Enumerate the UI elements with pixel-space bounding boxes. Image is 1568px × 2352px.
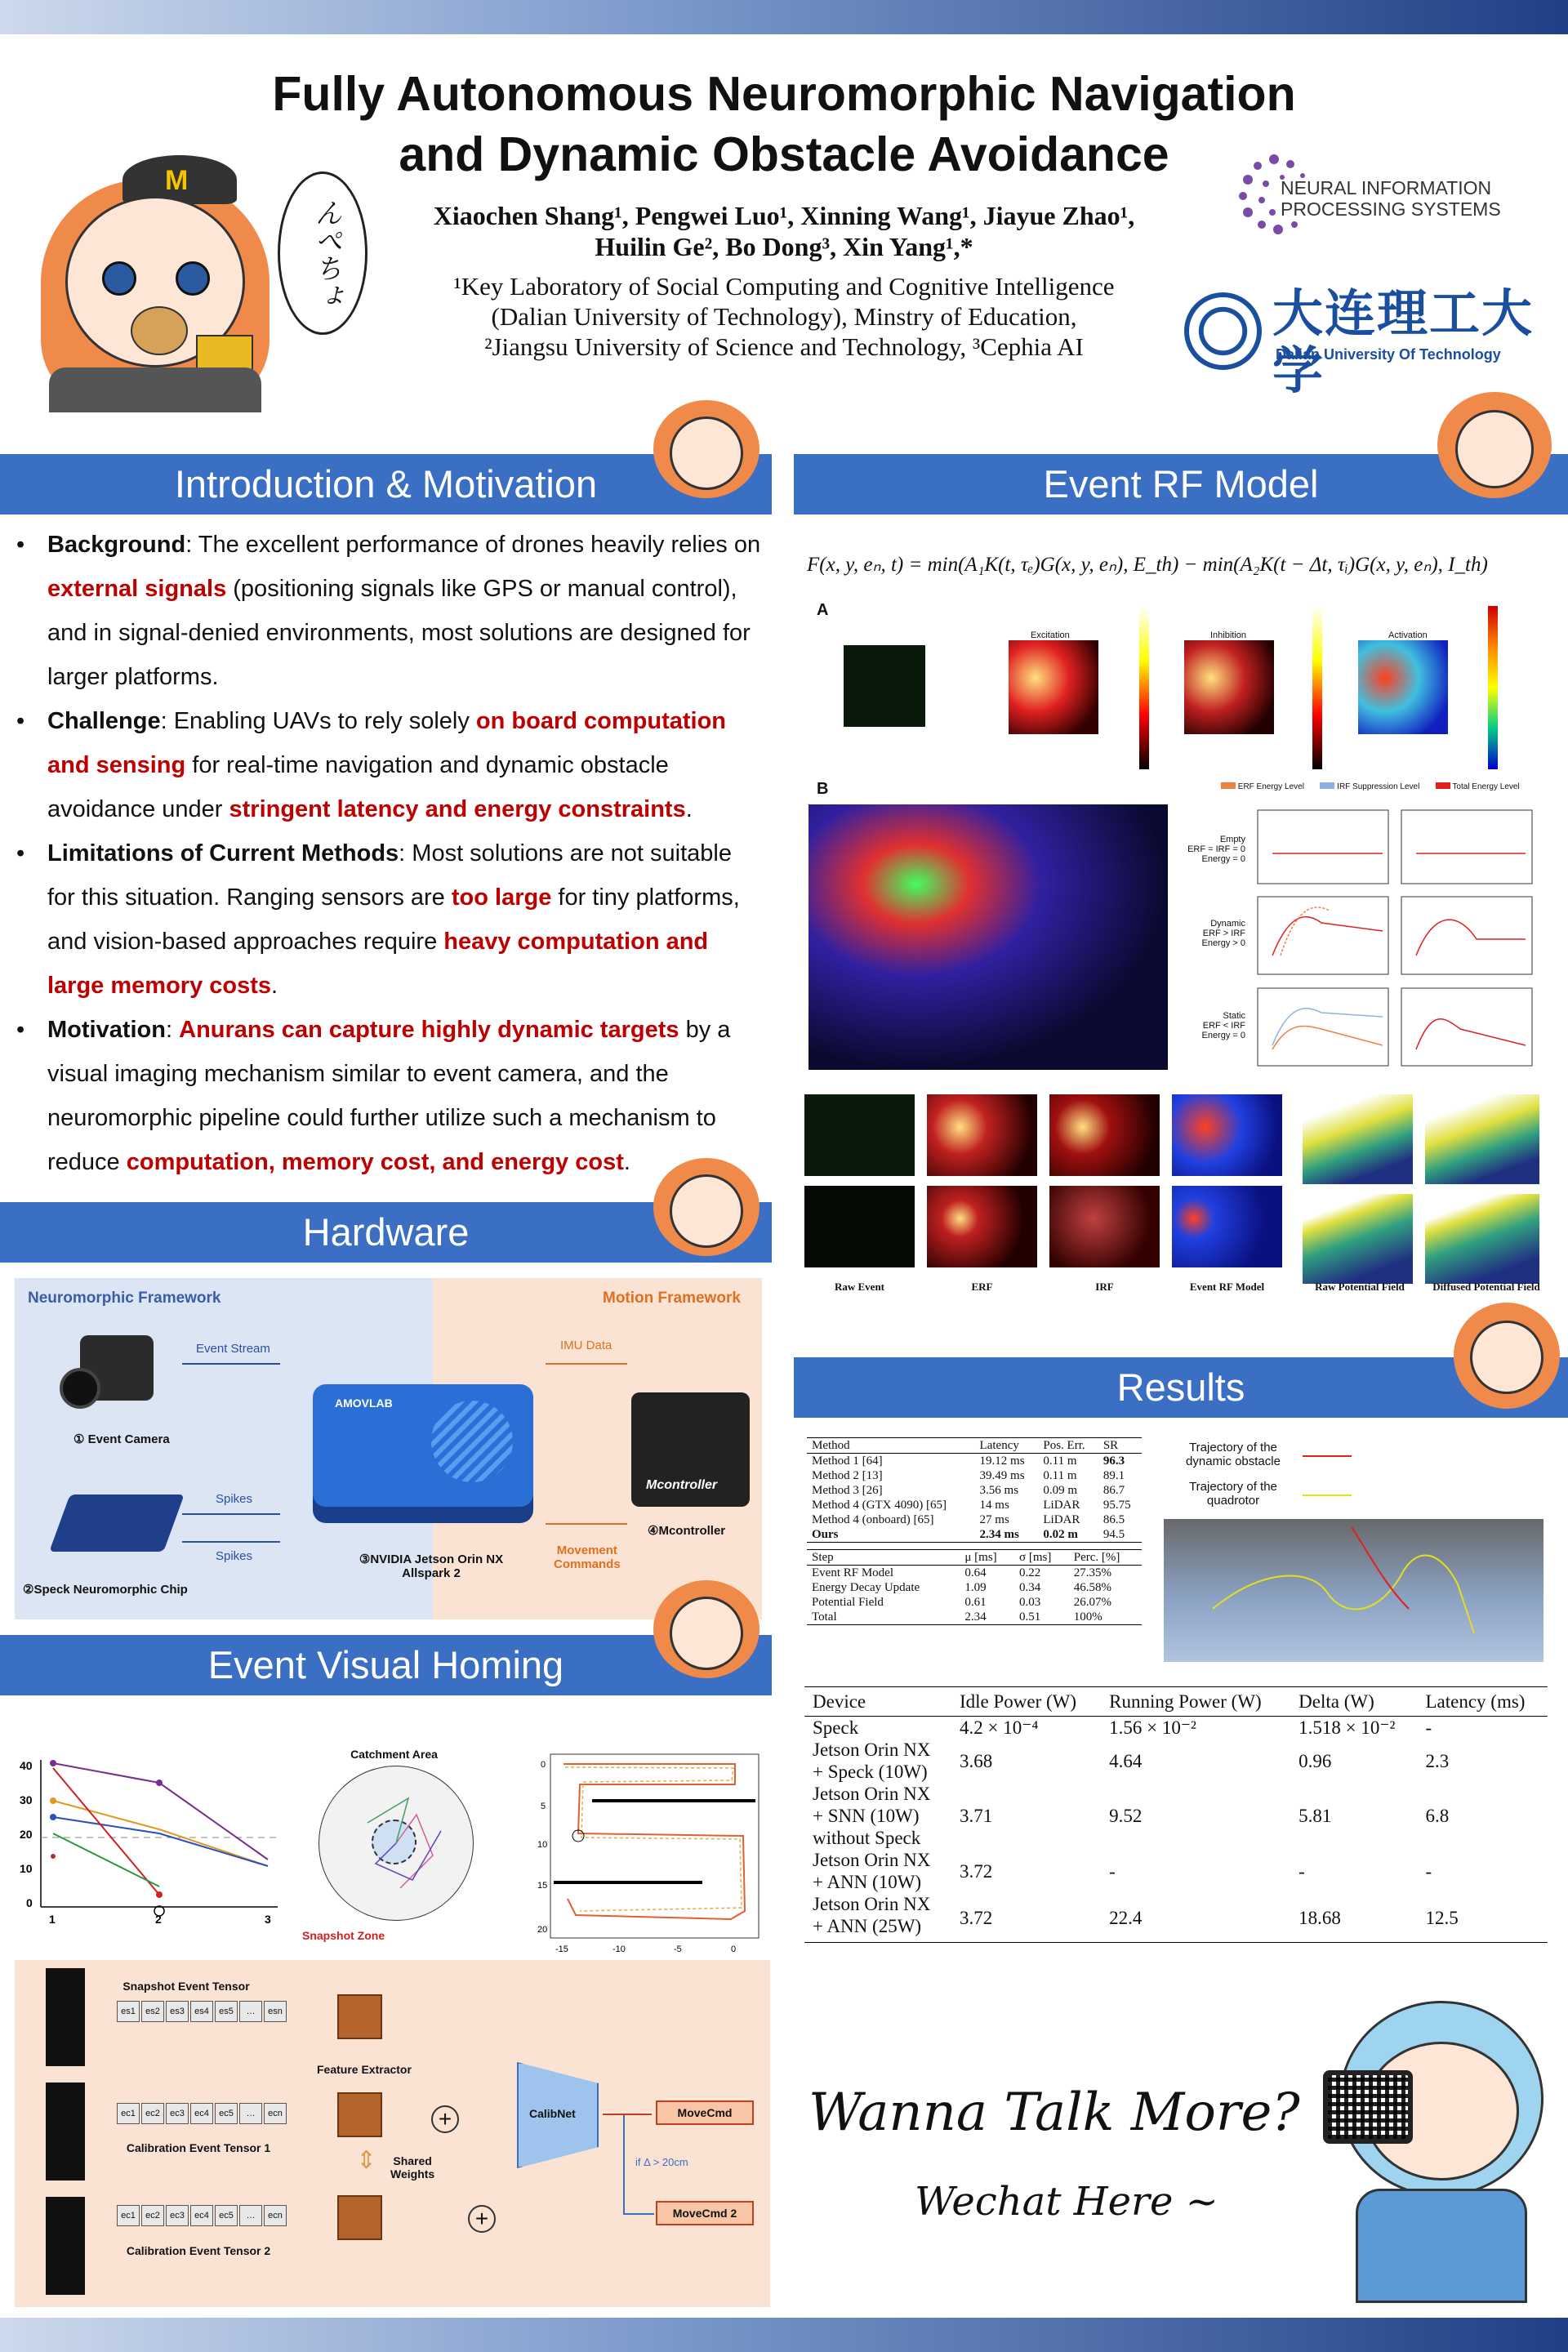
colorbar	[1139, 606, 1149, 769]
mascot-speech-bubble: んぺちょ	[278, 172, 368, 335]
x-tick-2: 2	[155, 1913, 162, 1926]
speck-chip-image	[49, 1494, 184, 1552]
results-header: Results	[794, 1357, 1568, 1418]
hardware-mascot	[653, 1158, 760, 1264]
traj-y-tick-0: 0	[541, 1760, 546, 1770]
x-tick-3: 3	[265, 1913, 271, 1926]
dut-seal-icon	[1184, 292, 1262, 370]
traj-y-tick-10: 10	[537, 1840, 548, 1850]
rf-inhibition-map	[1184, 640, 1274, 734]
rf-header: Event RF Model	[794, 454, 1568, 514]
intro-mascot	[653, 400, 760, 506]
y-tick-30: 30	[20, 1793, 33, 1806]
event-stream-arrow	[182, 1363, 280, 1365]
rf-state-dynamic: Dynamic ERF > IRF Energy > 0	[1201, 919, 1245, 948]
homing-trajectory-plot	[531, 1748, 768, 1960]
rf-equation: F(x, y, eₙ, t) = min(A₁K(t, τₑ)G(x, y, eₙ), E_th) − min(A₂K(t − Δt, τᵢ)G(x, y, eₙ), I_th)	[807, 554, 1488, 576]
mcontroller-image: Mcontroller	[631, 1392, 750, 1507]
calib2-event-image	[46, 2197, 85, 2295]
affiliations: ¹Key Laboratory of Social Computing and Cognitive Intelligence (Dalian University of Technology), Minstry of Education, ²Jiangsu University of Science and Technology, ³Cephia AI	[453, 272, 1115, 361]
rf-panel-b-image	[808, 804, 1168, 1070]
homing-mascot	[653, 1580, 760, 1686]
wechat-text: Wechat Here ~	[915, 2179, 1218, 2225]
feature-extractor-cube	[337, 2195, 382, 2240]
y-tick-20: 20	[20, 1828, 33, 1841]
calib1-event-image	[46, 2082, 85, 2180]
snapshot-tensor-cells: es1 es2 es3 es4 es5 … esn	[117, 2001, 288, 2022]
traj-x-tick-0: 0	[731, 1944, 737, 1954]
traj-x-tick-10: -10	[612, 1944, 626, 1954]
movecmd2-box: MoveCmd 2	[656, 2201, 754, 2225]
header-mascot: M	[33, 147, 278, 416]
rf-state-empty: Empty ERF = IRF = 0 Energy = 0	[1187, 835, 1245, 864]
hardware-diagram: Neuromorphic Framework Motion Framework ① Event Camera Event Stream ②Speck Neuromorphic Chip Spikes Spikes AMOVLAB ③NVIDIA Jetson Orin NX Allspark 2 IMU Data Movement Commands Mcontroller ④Mcontroller	[15, 1278, 762, 1619]
intro-bullets	[13, 523, 764, 1184]
homing-pipeline: Snapshot Event Tensor es1 es2 es3 es4 es5 … esn ec1 ec2 ec3 ec4 ec5 … ecn Calibration Event Tensor 1 ec1 ec2 ec3 ec4 ec5 … ecn Calibration Event Tensor 2 Feature Extractor Shared Weights ⇕ + + CalibNet MoveCmd if Δ > 20cm MoveCmd 2	[15, 1960, 770, 2307]
bullet-motivation: • Motivation: Anurans can capture highly dynamic targets by a visual imaging mechanism similar to event camera, and the neuromorphic pipeline could further utilize such a mechanism to reduce computation, memory cost, and energy cost.	[13, 1008, 764, 1184]
catchment-diagram: Catchment Area Snapshot Zone	[302, 1748, 531, 1944]
bullet-background: • Background: The excellent performance of drones heavily relies on external signals (positioning signals like GPS or manual control), and in signal-denied environments, most solutions are designed for larger platforms.	[13, 523, 764, 699]
rf-result-grid: Raw Event ERF IRF Event RF Model Raw Potential Field Diffused Potential Field	[804, 1094, 1564, 1298]
calib2-tensor-cells: ec1 ec2 ec3 ec4 ec5 … ecn	[117, 2205, 288, 2226]
x-tick-1: 1	[49, 1913, 56, 1926]
y-tick-40: 40	[20, 1759, 33, 1772]
wanna-talk-text: Wanna Talk More?	[808, 2082, 1300, 2143]
rf-panel-b-legend: ERF Energy Level IRF Suppression Level Total Energy Level	[1221, 782, 1520, 791]
feature-extractor-cube	[337, 2092, 382, 2137]
calib1-tensor-cells: ec1 ec2 ec3 ec4 ec5 … ecn	[117, 2103, 288, 2124]
wechat-qr-icon[interactable]	[1323, 2070, 1413, 2144]
dut-logo: 大连理工大学 Dalian University Of Technology	[1184, 286, 1544, 376]
traj-y-tick-15: 15	[537, 1881, 548, 1891]
rf-excitation-map	[1009, 640, 1098, 734]
plus-icon: +	[431, 2105, 459, 2133]
movecmd-box: MoveCmd	[656, 2100, 754, 2125]
intro-header: Introduction & Motivation	[0, 454, 772, 514]
homing-error-chart	[8, 1752, 286, 1936]
rf-panel-a-raw	[844, 645, 925, 727]
rf-mascot	[1437, 392, 1552, 506]
hardware-header: Hardware	[0, 1202, 772, 1263]
rf-state-static: Static ERF < IRF Energy = 0	[1201, 1011, 1245, 1040]
colorbar	[1312, 606, 1322, 769]
bullet-limitations: • Limitations of Current Methods: Most solutions are not suitable for this situation. Ranging sensors are too large for tiny platforms, and vision-based approaches require heavy computation and large memory costs.	[13, 831, 764, 1008]
contact-mascot	[1323, 1993, 1560, 2303]
top-gradient-bar	[0, 0, 1568, 34]
feature-extractor-cube	[337, 1994, 382, 2039]
poster-title: Fully Autonomous Neuromorphic Navigation and Dynamic Obstacle Avoidance	[272, 67, 1296, 181]
neurips-logo: NEURAL INFORMATION PROCESSING SYSTEMS	[1225, 143, 1503, 249]
bottom-gradient-bar	[0, 2318, 1568, 2352]
results-table-1: Method Latency Pos. Err. SR Method 1 [64] 19.12 ms 0.11 m 96.3 Method 2 [13] 39.49 ms 0.11 m 89.1 Method 3 [26] 3.56 ms 0.09 m 86.7 Method 4 (GTX 4090) [65] 14 ms LiDAR 95.75 Method 4 (onboard) [65] 27 ms LiDAR 86.5 Ours 2.34 ms 0.02 m 94.5 Step μ [ms] σ [ms] Perc. [%] Event RF Model 0.64 0.22 27.35% Energy Decay Update 1.09 0.34 46.58% Potential Field 0.61 0.03 26.07% Total 2.34 0.51 100%	[807, 1437, 1142, 1625]
rf-activation-map	[1358, 640, 1448, 734]
traj-y-tick-20: 20	[537, 1925, 548, 1935]
bullet-challenge: • Challenge: Enabling UAVs to rely solely on board computation and sensing for real-time navigation and dynamic obstacle avoidance under stringent latency and energy constraints.	[13, 699, 764, 831]
homing-header: Event Visual Homing	[0, 1635, 772, 1695]
authors: Xiaochen Shang¹, Pengwei Luo¹, Xinning Wang¹, Jiayue Zhao¹, Huilin Ge², Bo Dong³, Xin Yang¹,*	[433, 201, 1135, 261]
traj-y-tick-5: 5	[541, 1802, 546, 1811]
rf-energy-plots	[1256, 808, 1558, 1070]
traj-x-tick-15: -15	[555, 1944, 568, 1954]
snapshot-event-image	[46, 1968, 85, 2066]
results-flight-photo: Trajectory of the dynamic obstacle Trajectory of the quadrotor	[1164, 1437, 1544, 1662]
traj-x-tick-5: -5	[674, 1944, 682, 1954]
y-tick-0: 0	[26, 1896, 33, 1909]
y-tick-10: 10	[20, 1862, 33, 1875]
results-mascot	[1454, 1303, 1560, 1417]
plus-icon: +	[468, 2205, 496, 2233]
results-power-table: Device Idle Power (W) Running Power (W) Delta (W) Latency (ms) Speck 4.2 × 10⁻⁴ 1.56 × 10⁻² 1.518 × 10⁻² - Jetson Orin NX + Speck (10W) 3.68 4.64 0.96 2.3 Jetson Orin NX + SNN (10W) without Speck 3.71 9.52 5.81 6.8 Jetson Orin NX + ANN (10W) 3.72 - - - Jetson Orin NX + ANN (25W) 3.72 22.4 18.68 12.5	[804, 1686, 1548, 1943]
colorbar	[1488, 606, 1498, 769]
